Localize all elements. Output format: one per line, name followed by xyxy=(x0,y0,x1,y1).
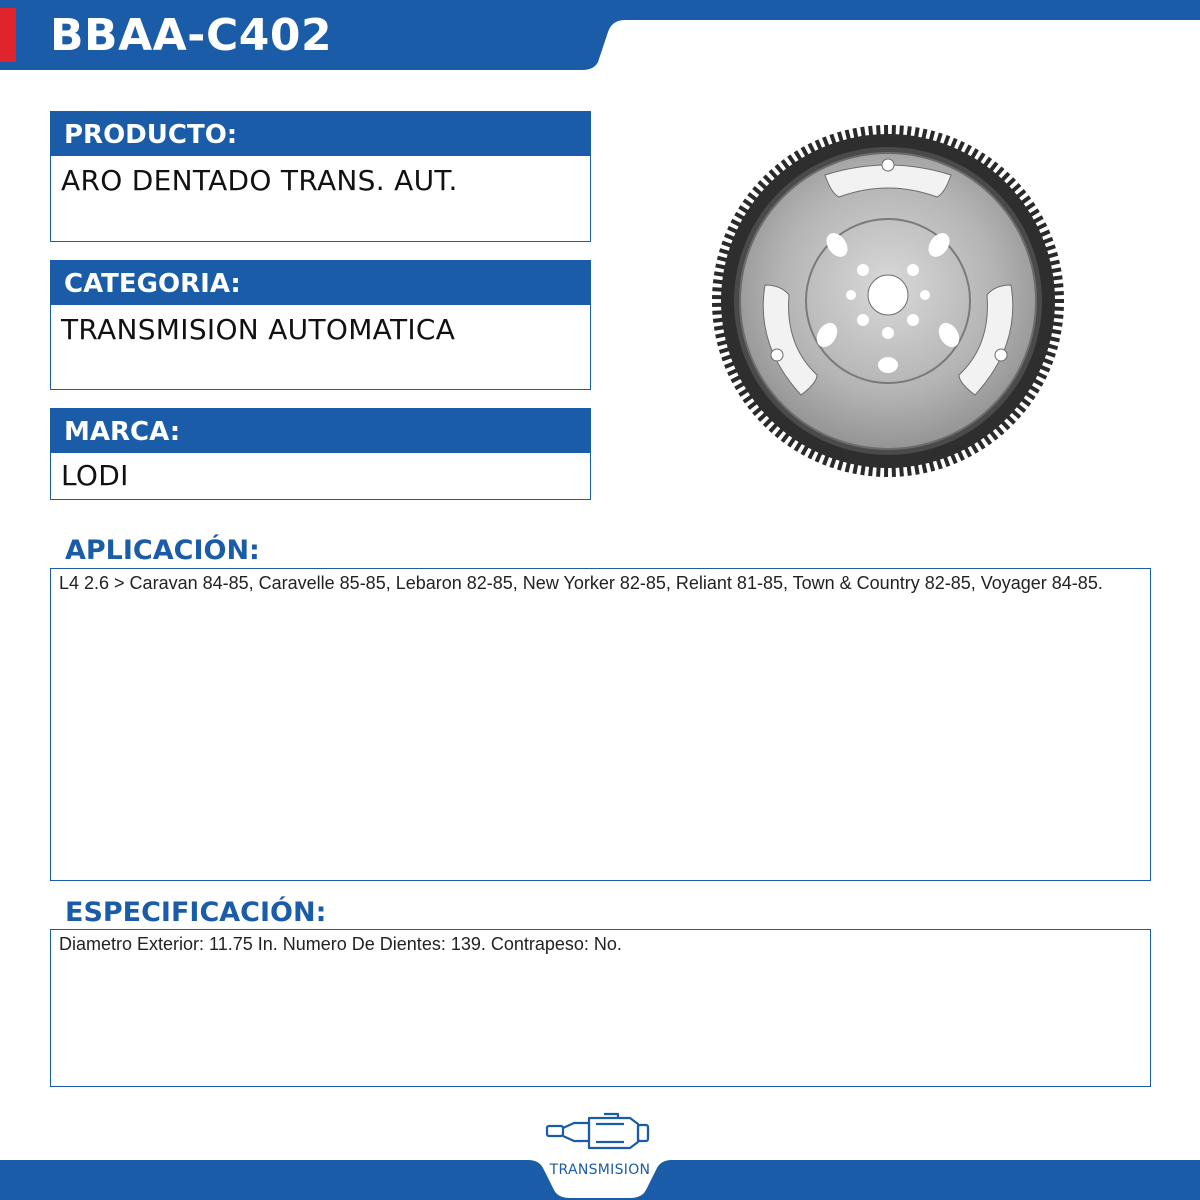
product-box xyxy=(50,111,591,242)
footer-category-label: TRANSMISION xyxy=(549,1162,651,1178)
product-value: ARO DENTADO TRANS. AUT. xyxy=(61,164,458,197)
brand-label: MARCA: xyxy=(51,409,590,453)
header-band xyxy=(0,0,1200,70)
application-box xyxy=(50,568,1151,881)
specification-text: Diametro Exterior: 11.75 In. Numero De Dientes: 139. Contrapeso: No. xyxy=(59,934,622,954)
category-label: CATEGORIA: xyxy=(51,261,590,305)
brand-box xyxy=(50,408,591,500)
specification-box xyxy=(50,929,1151,1087)
application-title: APLICACIÓN: xyxy=(65,535,260,566)
part-number-title: BBAA-C402 xyxy=(50,10,333,61)
specification-title: ESPECIFICACIÓN: xyxy=(65,897,327,928)
transmission-icon xyxy=(544,1110,656,1159)
brand-value: LODI xyxy=(61,459,129,492)
application-text: L4 2.6 > Caravan 84-85, Caravelle 85-85, Lebaron 82-85, New Yorker 82-85, Reliant 81-85, Town & Country 82-85, Voyager 84-85. xyxy=(59,573,1103,593)
category-value: TRANSMISION AUTOMATICA xyxy=(61,313,456,346)
flexplate-ring-gear-icon xyxy=(705,115,1071,487)
product-label: PRODUCTO: xyxy=(51,112,590,156)
category-box xyxy=(50,260,591,390)
product-image xyxy=(705,115,1071,487)
